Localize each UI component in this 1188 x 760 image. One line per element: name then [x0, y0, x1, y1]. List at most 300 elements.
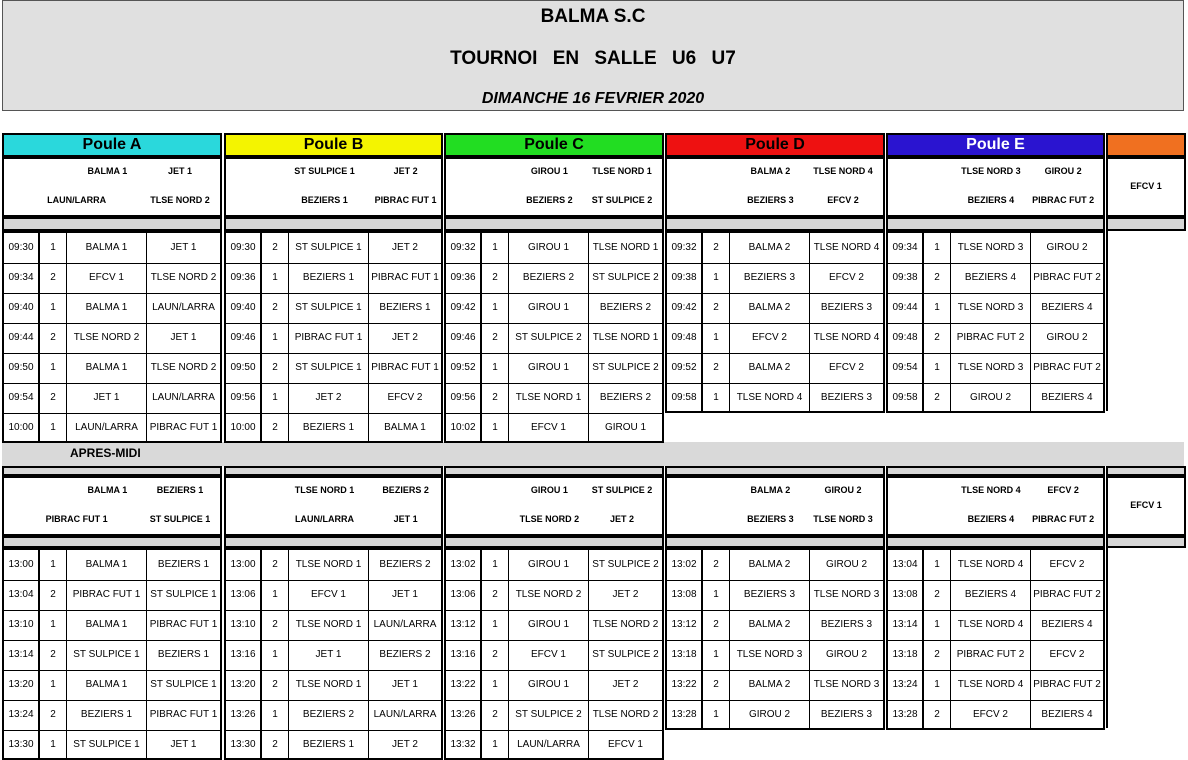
match-row [888, 640, 1103, 670]
team-label: ST SULPICE 1 [149, 514, 211, 524]
match-time: 09:50 [8, 362, 34, 373]
away-team: BEZIERS 3 [820, 619, 873, 630]
separator-strip [444, 536, 664, 548]
field-number: 2 [934, 332, 940, 343]
poule-2-afternoon-schedule [224, 548, 443, 760]
team-label: LAUN/LARRA [295, 514, 355, 524]
match-row [226, 730, 441, 760]
field-number: 1 [713, 272, 719, 283]
field-number: 1 [50, 362, 56, 373]
poule-4-afternoon-teams [665, 476, 885, 536]
match-row [888, 263, 1103, 293]
home-team: BALMA 2 [748, 302, 791, 313]
home-team: GIROU 2 [748, 709, 791, 720]
team-label: GIROU 1 [530, 166, 568, 177]
field-number: 1 [934, 242, 940, 253]
match-time: 13:18 [671, 649, 697, 660]
home-team: TLSE NORD 3 [957, 362, 1024, 373]
field-number: 2 [50, 392, 56, 403]
match-time: 13:30 [230, 739, 256, 750]
separator-strip [224, 466, 443, 476]
extra-morning-team: EFCV 1 [1130, 181, 1162, 191]
poule-4-afternoon-schedule [665, 548, 885, 730]
field-number: 2 [934, 589, 940, 600]
team-label: ST SULPICE 1 [294, 166, 355, 177]
separator-strip [1106, 217, 1186, 231]
away-team: GIROU 2 [1046, 242, 1088, 253]
team-label: PIBRAC FUT 2 [1032, 195, 1095, 205]
match-time: 13:08 [671, 589, 697, 600]
field-number: 1 [492, 739, 498, 750]
away-team: LAUN/LARRA [373, 619, 437, 630]
home-team: EFCV 1 [88, 272, 124, 283]
field-number: 1 [50, 739, 56, 750]
match-row [226, 610, 441, 640]
away-team: PIBRAC FUT 1 [371, 272, 439, 283]
home-team: PIBRAC FUT 1 [294, 332, 363, 343]
away-team: BEZIERS 4 [1041, 392, 1093, 403]
field-number: 2 [50, 272, 56, 283]
poule-5-afternoon-teams [886, 476, 1105, 536]
separator-strip [444, 466, 664, 476]
match-time: 09:52 [671, 362, 697, 373]
home-team: BALMA 1 [85, 242, 128, 253]
team-label: BEZIERS 1 [301, 195, 348, 205]
away-team: EFCV 2 [828, 272, 864, 283]
match-row [667, 353, 883, 383]
afternoon-divider [2, 442, 1184, 466]
field-number: 2 [934, 709, 940, 720]
away-team: PIBRAC FUT 1 [149, 619, 218, 630]
match-row [667, 550, 883, 580]
away-team: JET 2 [392, 332, 418, 343]
field-number: 2 [272, 679, 278, 690]
field-number: 2 [713, 559, 719, 570]
team-label: TLSE NORD 1 [294, 485, 355, 496]
separator-strip [886, 466, 1105, 476]
field-number: 1 [50, 559, 56, 570]
team-label: TLSE NORD 4 [813, 166, 873, 177]
home-team: GIROU 1 [527, 679, 570, 690]
field-number: 1 [713, 649, 719, 660]
home-team: JET 1 [315, 649, 342, 660]
match-time: 09:42 [671, 302, 697, 313]
team-label: EFCV 2 [827, 195, 859, 205]
away-team: EFCV 2 [828, 362, 864, 373]
home-team: BALMA 1 [85, 362, 128, 373]
home-team: LAUN/LARRA [75, 422, 138, 433]
match-row [667, 700, 883, 730]
home-team: BEZIERS 1 [80, 709, 133, 720]
away-team: JET 1 [392, 679, 418, 690]
field-number: 1 [50, 422, 56, 433]
match-time: 09:40 [230, 302, 256, 313]
field-number: 1 [492, 422, 498, 433]
away-team: ST SULPICE 1 [150, 679, 217, 690]
away-team: TLSE NORD 3 [813, 679, 880, 690]
match-row [4, 670, 220, 700]
match-time: 13:10 [230, 619, 256, 630]
match-time: 13:04 [892, 559, 918, 570]
home-team: ST SULPICE 1 [295, 362, 362, 373]
match-row [888, 580, 1103, 610]
match-time: 10:02 [450, 422, 476, 433]
away-team: BEZIERS 1 [157, 649, 210, 660]
match-time: 09:40 [8, 302, 34, 313]
team-label: BEZIERS 2 [382, 485, 429, 496]
away-team: JET 1 [170, 332, 197, 343]
home-team: TLSE NORD 1 [515, 392, 582, 403]
match-row [888, 610, 1103, 640]
away-team: PIBRAC FUT 2 [1033, 589, 1101, 600]
team-label: EFCV 2 [1047, 485, 1079, 496]
home-team: BALMA 2 [748, 619, 791, 630]
field-number: 1 [934, 302, 940, 313]
field-number: 2 [272, 362, 278, 373]
match-row [4, 353, 220, 383]
match-time: 13:08 [892, 589, 918, 600]
away-team: GIROU 1 [604, 422, 647, 433]
team-label: PIBRAC FUT 2 [1032, 514, 1095, 524]
poule-5-afternoon-schedule [886, 548, 1105, 730]
match-row [446, 353, 662, 383]
away-team: LAUN/LARRA [373, 709, 437, 720]
match-row [4, 383, 220, 413]
match-row [4, 610, 220, 640]
match-row [446, 293, 662, 323]
home-team: TLSE NORD 4 [957, 559, 1024, 570]
team-label: BALMA 1 [87, 485, 128, 496]
poule-2-afternoon-teams [224, 476, 443, 536]
team-label: BEZIERS 2 [526, 195, 573, 205]
field-number: 1 [50, 679, 56, 690]
away-team: GIROU 2 [825, 559, 868, 570]
away-team: ST SULPICE 2 [592, 649, 659, 660]
field-number: 1 [934, 559, 940, 570]
match-time: 09:56 [230, 392, 256, 403]
home-team: TLSE NORD 2 [515, 589, 582, 600]
field-number: 1 [492, 242, 498, 253]
field-number: 1 [272, 649, 278, 660]
home-team: BALMA 1 [85, 559, 128, 570]
away-team: BEZIERS 1 [157, 559, 210, 570]
field-number: 2 [50, 332, 56, 343]
match-time: 13:32 [450, 739, 476, 750]
poule-5-morning-teams [886, 157, 1105, 217]
match-time: 13:18 [892, 649, 918, 660]
match-row [667, 610, 883, 640]
poule-5-morning-schedule [886, 231, 1105, 413]
match-time: 09:58 [671, 392, 697, 403]
match-time: 09:46 [450, 332, 476, 343]
team-label: JET 2 [393, 166, 418, 177]
match-time: 09:50 [230, 362, 256, 373]
team-label: JET 2 [609, 514, 634, 524]
home-team: ST SULPICE 1 [73, 649, 140, 660]
home-team: EFCV 2 [751, 332, 787, 343]
home-team: PIBRAC FUT 2 [956, 649, 1025, 660]
field-number: 2 [492, 709, 498, 720]
match-time: 13:30 [8, 739, 34, 750]
match-row [446, 610, 662, 640]
team-label: PIBRAC FUT 1 [45, 514, 108, 524]
match-row [667, 263, 883, 293]
home-team: LAUN/LARRA [517, 739, 580, 750]
field-number: 2 [272, 242, 278, 253]
field-number: 1 [492, 559, 498, 570]
match-time: 13:24 [8, 709, 34, 720]
match-row [226, 323, 441, 353]
match-time: 13:12 [671, 619, 697, 630]
match-row [888, 383, 1103, 413]
poule-2-header: Poule B [224, 133, 443, 157]
field-number: 1 [934, 619, 940, 630]
home-team: BEZIERS 2 [302, 709, 355, 720]
match-row [226, 700, 441, 730]
match-time: 13:10 [8, 619, 34, 630]
home-team: TLSE NORD 3 [736, 649, 803, 660]
away-team: PIBRAC FUT 2 [1033, 679, 1101, 690]
match-row [667, 323, 883, 353]
field-number: 1 [934, 362, 940, 373]
home-team: ST SULPICE 1 [73, 739, 140, 750]
home-team: BEZIERS 1 [302, 422, 355, 433]
home-team: BALMA 2 [748, 559, 791, 570]
team-label: PIBRAC FUT 1 [374, 195, 437, 205]
match-row [446, 580, 662, 610]
home-team: BALMA 2 [748, 362, 791, 373]
field-number: 1 [492, 362, 498, 373]
tournament-date: DIMANCHE 16 FEVRIER 2020 [481, 90, 705, 107]
away-team: PIBRAC FUT 2 [1033, 362, 1101, 373]
away-team: PIBRAC FUT 2 [1033, 272, 1101, 283]
away-team: TLSE NORD 4 [813, 242, 880, 253]
team-label: GIROU 1 [530, 485, 568, 496]
team-label: BALMA 2 [750, 485, 791, 496]
away-team: GIROU 2 [1046, 332, 1088, 343]
field-number: 2 [492, 649, 498, 660]
separator-strip [886, 536, 1105, 548]
away-team: BEZIERS 2 [599, 302, 652, 313]
match-row [4, 550, 220, 580]
match-row [226, 640, 441, 670]
match-time: 13:24 [892, 679, 918, 690]
match-row [446, 550, 662, 580]
match-time: 10:00 [230, 422, 256, 433]
away-team: BEZIERS 2 [379, 559, 431, 570]
field-number: 2 [492, 272, 498, 283]
match-row [446, 323, 662, 353]
match-time: 13:02 [450, 559, 476, 570]
field-number: 2 [713, 302, 719, 313]
field-number: 2 [50, 709, 56, 720]
field-number: 2 [272, 302, 278, 313]
separator-strip [2, 217, 222, 231]
match-time: 09:48 [892, 332, 918, 343]
match-row [667, 383, 883, 413]
match-row [226, 383, 441, 413]
home-team: TLSE NORD 2 [73, 332, 140, 343]
field-number: 2 [713, 242, 719, 253]
field-number: 1 [50, 242, 56, 253]
away-team: BEZIERS 1 [379, 302, 431, 313]
field-number: 1 [713, 392, 719, 403]
home-team: BEZIERS 4 [964, 589, 1017, 600]
match-row [446, 730, 662, 760]
separator-strip [444, 217, 664, 231]
away-team: LAUN/LARRA [152, 302, 215, 313]
separator-strip [224, 217, 443, 231]
match-row [4, 730, 220, 760]
away-team: PIBRAC FUT 1 [149, 422, 218, 433]
poule-3-morning-teams [444, 157, 664, 217]
match-time: 09:42 [450, 302, 476, 313]
match-time: 13:16 [230, 649, 256, 660]
separator-strip [886, 217, 1105, 231]
match-row [4, 293, 220, 323]
separator-strip [224, 536, 443, 548]
match-time: 09:32 [450, 242, 476, 253]
home-team: TLSE NORD 3 [957, 242, 1024, 253]
poule-1-afternoon-schedule [2, 548, 222, 760]
away-team: EFCV 2 [1049, 649, 1085, 660]
match-time: 13:12 [450, 619, 476, 630]
match-time: 13:06 [450, 589, 476, 600]
away-team: TLSE NORD 3 [813, 589, 880, 600]
match-time: 09:46 [230, 332, 256, 343]
match-row [667, 580, 883, 610]
home-team: TLSE NORD 1 [295, 619, 362, 630]
home-team: BALMA 2 [748, 679, 791, 690]
match-time: 13:02 [671, 559, 697, 570]
poule-4-header: Poule D [665, 133, 885, 157]
match-row [226, 293, 441, 323]
match-time: 13:04 [8, 589, 34, 600]
match-time: 13:20 [8, 679, 34, 690]
field-number: 2 [713, 679, 719, 690]
match-row [888, 233, 1103, 263]
extra-column-border [1106, 548, 1108, 728]
team-label: BALMA 2 [750, 166, 791, 177]
team-label: ST SULPICE 2 [591, 195, 653, 205]
away-team: ST SULPICE 2 [592, 272, 659, 283]
match-time: 09:44 [892, 302, 918, 313]
match-row [226, 580, 441, 610]
field-number: 1 [272, 392, 278, 403]
away-team: JET 2 [612, 589, 639, 600]
match-time: 09:56 [450, 392, 476, 403]
home-team: ST SULPICE 1 [295, 242, 362, 253]
match-time: 09:44 [8, 332, 34, 343]
match-row [4, 323, 220, 353]
match-row [446, 670, 662, 700]
match-time: 13:20 [230, 679, 256, 690]
team-label: TLSE NORD 3 [961, 166, 1021, 177]
field-number: 1 [713, 589, 719, 600]
home-team: ST SULPICE 2 [515, 332, 582, 343]
afternoon-label: APRES-MIDI [70, 446, 141, 460]
field-number: 1 [272, 589, 278, 600]
away-team: JET 1 [170, 242, 197, 253]
field-number: 2 [272, 739, 278, 750]
team-label: GIROU 2 [1044, 166, 1082, 177]
extra-column-header [1106, 133, 1186, 157]
away-team: EFCV 1 [607, 739, 643, 750]
match-time: 10:00 [8, 422, 34, 433]
home-team: ST SULPICE 2 [515, 709, 582, 720]
match-row [226, 413, 441, 443]
away-team: JET 1 [170, 739, 197, 750]
match-time: 09:36 [450, 272, 476, 283]
field-number: 2 [934, 272, 940, 283]
away-team: BEZIERS 3 [820, 392, 873, 403]
match-row [888, 353, 1103, 383]
match-time: 09:38 [671, 272, 697, 283]
match-time: 09:32 [671, 242, 697, 253]
separator-strip [1106, 466, 1186, 476]
field-number: 2 [272, 559, 278, 570]
home-team: EFCV 1 [530, 422, 566, 433]
team-label: TLSE NORD 3 [813, 514, 873, 524]
poule-4-morning-teams [665, 157, 885, 217]
separator-strip [1106, 536, 1186, 548]
match-row [4, 580, 220, 610]
away-team: TLSE NORD 1 [592, 242, 659, 253]
field-number: 1 [492, 679, 498, 690]
team-label: BEZIERS 4 [967, 195, 1015, 205]
team-label: BEZIERS 3 [747, 195, 794, 205]
match-time: 13:26 [230, 709, 256, 720]
match-time: 13:00 [8, 559, 34, 570]
match-time: 13:22 [671, 679, 697, 690]
field-number: 2 [50, 589, 56, 600]
field-number: 1 [492, 619, 498, 630]
match-time: 09:52 [450, 362, 476, 373]
away-team: BEZIERS 3 [820, 709, 873, 720]
home-team: BEZIERS 4 [964, 272, 1017, 283]
separator-strip [2, 536, 222, 548]
separator-strip [665, 466, 885, 476]
match-row [667, 670, 883, 700]
poule-1-morning-schedule [2, 231, 222, 443]
field-number: 2 [713, 619, 719, 630]
home-team: TLSE NORD 4 [736, 392, 803, 403]
team-label: GIROU 2 [824, 485, 862, 496]
match-row [446, 413, 662, 443]
match-row [226, 353, 441, 383]
away-team: TLSE NORD 2 [592, 619, 659, 630]
team-label: JET 1 [393, 514, 418, 524]
home-team: JET 2 [315, 392, 342, 403]
match-time: 13:26 [450, 709, 476, 720]
match-time: 09:54 [8, 392, 34, 403]
home-team: TLSE NORD 4 [957, 619, 1024, 630]
home-team: ST SULPICE 1 [295, 302, 362, 313]
match-time: 13:22 [450, 679, 476, 690]
team-label: LAUN/LARRA [47, 195, 107, 205]
field-number: 2 [50, 649, 56, 660]
home-team: BEZIERS 2 [522, 272, 575, 283]
poule-5-header: Poule E [886, 133, 1105, 157]
away-team: JET 1 [392, 589, 418, 600]
separator-strip [2, 466, 222, 476]
field-number: 2 [272, 422, 278, 433]
field-number: 1 [492, 302, 498, 313]
home-team: BEZIERS 3 [743, 589, 796, 600]
separator-strip [665, 536, 885, 548]
extra-afternoon-team: EFCV 1 [1130, 500, 1162, 510]
match-row [4, 413, 220, 443]
